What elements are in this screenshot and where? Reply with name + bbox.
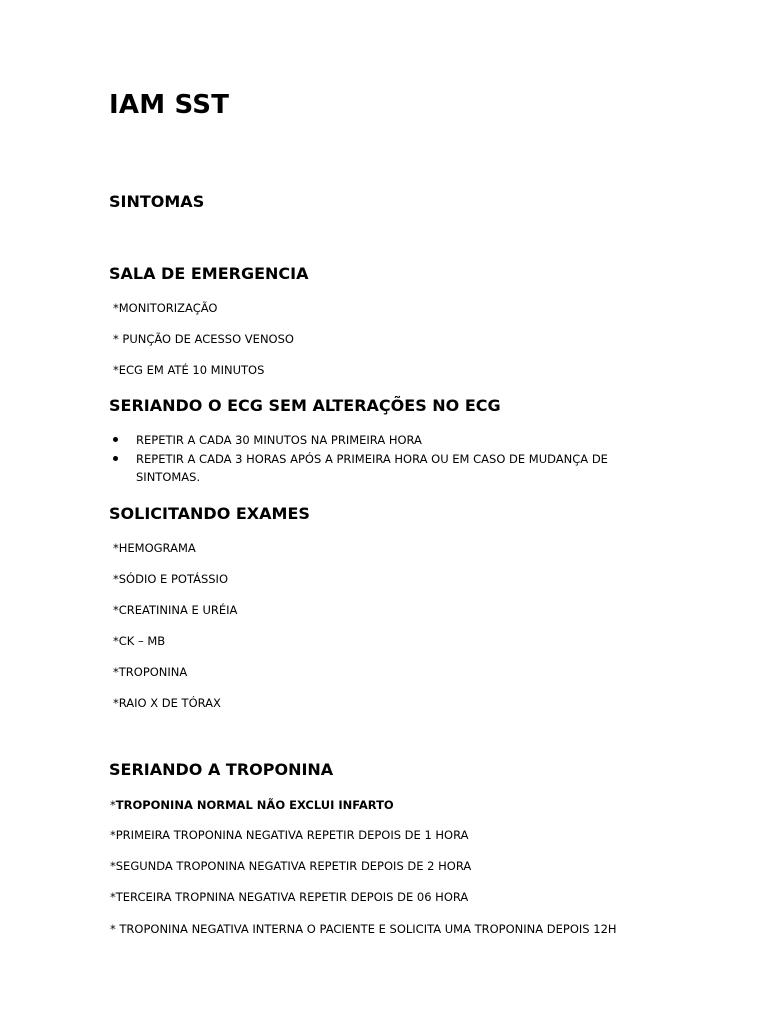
list-item: *RAIO X DE TÓRAX	[113, 696, 221, 710]
heading-sintomas: SINTOMAS	[109, 192, 205, 211]
heading-sala-de-emergencia: SALA DE EMERGENCIA	[109, 264, 309, 283]
heading-seriando-ecg: SERIANDO O ECG SEM ALTERAÇÕES NO ECG	[109, 396, 501, 415]
list-item: *MONITORIZAÇÃO	[113, 301, 218, 315]
troponina-note	[110, 798, 394, 812]
bullet-icon	[113, 437, 118, 442]
heading-seriando-troponina: SERIANDO A TROPONINA	[109, 760, 334, 779]
note-prefix: *	[110, 798, 116, 812]
bullet-item: REPETIR A CADA 3 HORAS APÓS A PRIMEIRA HORA OU EM CASO DE MUDANÇA DE	[136, 452, 608, 466]
list-item: *ECG EM ATÉ 10 MINUTOS	[113, 363, 265, 377]
heading-solicitando-exames: SOLICITANDO EXAMES	[109, 504, 310, 523]
document-title: IAM SST	[109, 90, 230, 120]
list-item: *TERCEIRA TROPNINA NEGATIVA REPETIR DEPOIS DE 06 HORA	[110, 890, 469, 904]
note-bold-text: TROPONINA NORMAL NÃO EXCLUI INFARTO	[115, 798, 394, 812]
bullet-item: REPETIR A CADA 30 MINUTOS NA PRIMEIRA HORA	[136, 433, 422, 447]
bullet-item-continuation: SINTOMAS.	[136, 470, 201, 484]
bullet-icon	[113, 456, 118, 461]
list-item: *SÓDIO E POTÁSSIO	[113, 572, 229, 586]
list-item: *TROPONINA	[113, 665, 188, 679]
list-item: *HEMOGRAMA	[113, 541, 196, 555]
list-item: * TROPONINA NEGATIVA INTERNA O PACIENTE E SOLICITA UMA TROPONINA DEPOIS 12H	[110, 922, 617, 936]
list-item: *PRIMEIRA TROPONINA NEGATIVA REPETIR DEPOIS DE 1 HORA	[110, 828, 469, 842]
list-item: *CK – MB	[113, 634, 166, 648]
list-item: * PUNÇÃO DE ACESSO VENOSO	[113, 332, 294, 346]
list-item: *CREATININA E URÉIA	[113, 603, 238, 617]
list-item: *SEGUNDA TROPONINA NEGATIVA REPETIR DEPOIS DE 2 HORA	[110, 859, 472, 873]
